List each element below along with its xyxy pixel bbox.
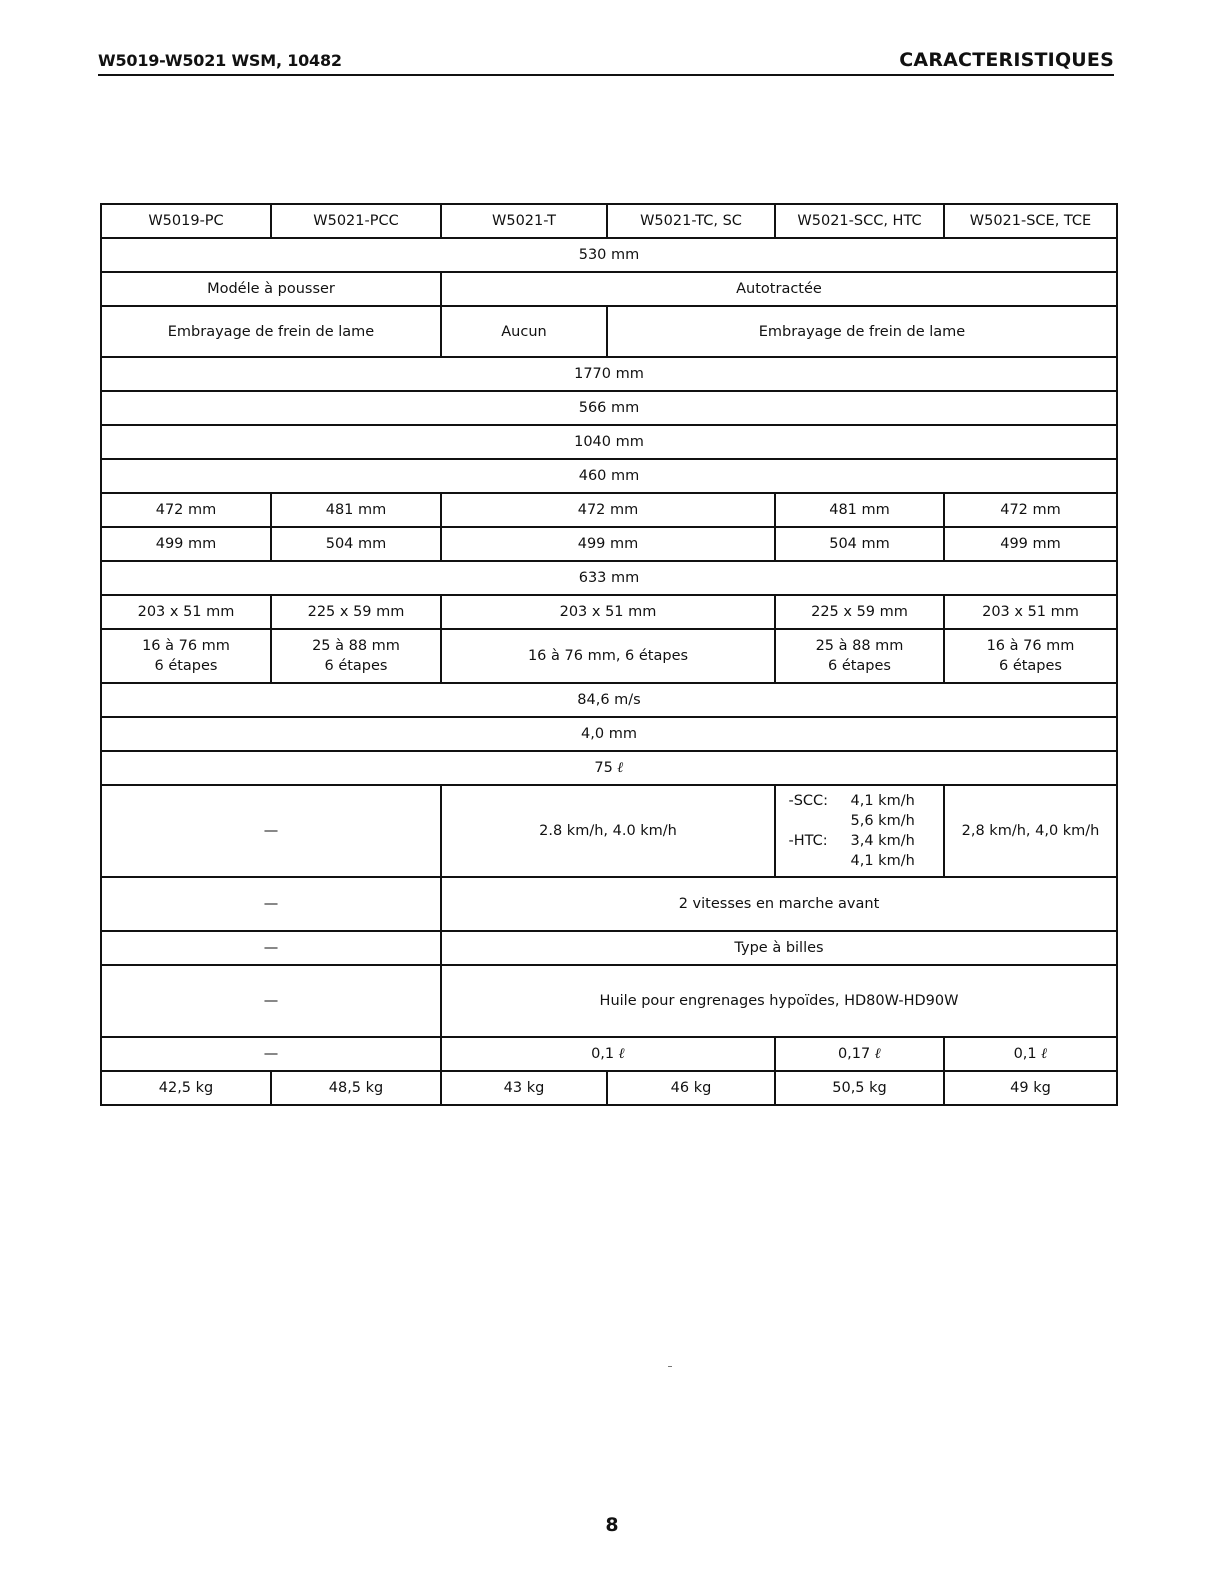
blade-speed-cell: 84,6 m/s: [101, 683, 1117, 717]
width-cell: 566 mm: [101, 391, 1117, 425]
table-row: [101, 357, 1117, 391]
dash-cell: —: [101, 785, 441, 877]
oil-quantity-value: 0,1: [591, 1046, 615, 1062]
liter-symbol: ℓ: [617, 759, 624, 776]
weight-cell: 46 kg: [607, 1071, 775, 1105]
dash-cell: —: [101, 965, 441, 1037]
cut-height-range: 16 à 76 mm: [142, 638, 230, 654]
gears-cell: 2 vitesses en marche avant: [441, 877, 1117, 931]
cut-height-range: 25 à 88 mm: [312, 638, 400, 654]
htc-speed-1: 3,4 km/h: [850, 833, 915, 849]
table-row: [101, 717, 1117, 751]
dimension-cell: 499 mm: [441, 527, 775, 561]
model-header-cell: W5021-PCC: [271, 204, 441, 238]
dimension-cell: 499 mm: [944, 527, 1117, 561]
cut-height-cell: [271, 629, 441, 683]
travel-speed-cell: 2,8 km/h, 4,0 km/h: [944, 785, 1117, 877]
table-row: [101, 595, 1117, 629]
dimension-cell: 472 mm: [101, 493, 271, 527]
table-row: [101, 238, 1117, 272]
table-row: [101, 306, 1117, 357]
table-row: [101, 683, 1117, 717]
height-cell: 1040 mm: [101, 425, 1117, 459]
model-header-cell: W5019-PC: [101, 204, 271, 238]
brake-cell: Aucun: [441, 306, 607, 357]
weight-cell: 49 kg: [944, 1071, 1117, 1105]
table-row: [101, 561, 1117, 595]
cut-height-range: 25 à 88 mm: [815, 638, 904, 654]
liter-symbol: ℓ: [618, 1045, 625, 1062]
dimension-cell: 481 mm: [271, 493, 441, 527]
dimension-cell: 633 mm: [101, 561, 1117, 595]
weight-cell: 48,5 kg: [271, 1071, 441, 1105]
type-self-propelled-cell: Autotractée: [441, 272, 1117, 306]
scan-speck: [668, 1366, 672, 1367]
htc-speed-2: 4,1 km/h: [850, 853, 915, 869]
table-row: [101, 785, 1117, 877]
wheel-size-cell: 225 x 59 mm: [775, 595, 944, 629]
liter-symbol: ℓ: [1041, 1045, 1048, 1062]
cut-height-cell: [944, 629, 1117, 683]
oil-quantity-cell: [441, 1037, 775, 1071]
cut-height-range: 16 à 76 mm: [986, 638, 1075, 654]
bag-capacity-value: 75: [594, 760, 613, 776]
oil-quantity-cell: [775, 1037, 944, 1071]
brake-cell: Embrayage de frein de lame: [607, 306, 1117, 357]
table-row: [101, 629, 1117, 683]
cut-height-steps: 6 étapes: [154, 658, 218, 674]
dimension-cell: 460 mm: [101, 459, 1117, 493]
table-row: [101, 459, 1117, 493]
travel-speed-cell: 2.8 km/h, 4.0 km/h: [441, 785, 775, 877]
wheel-size-cell: 203 x 51 mm: [441, 595, 775, 629]
dimension-cell: 499 mm: [101, 527, 271, 561]
spacer: [789, 811, 851, 831]
dash-cell: —: [101, 931, 441, 965]
weight-cell: 50,5 kg: [775, 1071, 944, 1105]
document-reference: W5019-W5021 WSM, 10482: [98, 51, 342, 70]
oil-quantity-cell: [944, 1037, 1117, 1071]
bearing-cell: Type à billes: [441, 931, 1117, 965]
wheel-size-cell: 203 x 51 mm: [944, 595, 1117, 629]
cut-width-cell: 530 mm: [101, 238, 1117, 272]
table-row: [101, 965, 1117, 1037]
page-header: [98, 44, 1114, 76]
table-row: [101, 751, 1117, 785]
dimension-cell: 504 mm: [775, 527, 944, 561]
table-row: [101, 204, 1117, 238]
scc-label: -SCC:: [788, 793, 829, 809]
liter-symbol: ℓ: [874, 1045, 882, 1062]
brake-cell: Embrayage de frein de lame: [101, 306, 441, 357]
section-title: CARACTERISTIQUES: [899, 49, 1114, 71]
dimension-cell: 472 mm: [441, 493, 775, 527]
oil-quantity-value: 0,17: [837, 1046, 871, 1062]
spacer: [789, 851, 851, 871]
htc-label: -HTC:: [788, 833, 828, 849]
specifications-table: [100, 203, 1118, 1106]
cut-height-cell: 16 à 76 mm, 6 étapes: [441, 629, 775, 683]
cut-height-steps: 6 étapes: [827, 658, 891, 674]
travel-speed-split-cell: [775, 785, 944, 877]
type-push-cell: Modéle à pousser: [101, 272, 441, 306]
dimension-cell: 504 mm: [271, 527, 441, 561]
weight-cell: 43 kg: [441, 1071, 607, 1105]
table-row: [101, 391, 1117, 425]
scc-speed-2: 5,6 km/h: [850, 813, 915, 829]
dimension-cell: 472 mm: [944, 493, 1117, 527]
model-header-cell: W5021-TC, SC: [607, 204, 775, 238]
cut-height-steps: 6 étapes: [998, 658, 1062, 674]
blade-thickness-cell: 4,0 mm: [101, 717, 1117, 751]
cut-height-cell: [775, 629, 944, 683]
dash-cell: —: [101, 1037, 441, 1071]
weight-cell: 42,5 kg: [101, 1071, 271, 1105]
model-header-cell: W5021-T: [441, 204, 607, 238]
wheel-size-cell: 225 x 59 mm: [271, 595, 441, 629]
table-row: [101, 877, 1117, 931]
dash-cell: —: [101, 877, 441, 931]
table-row: [101, 931, 1117, 965]
dimension-cell: 481 mm: [775, 493, 944, 527]
table-row: [101, 1071, 1117, 1105]
wheel-size-cell: 203 x 51 mm: [101, 595, 271, 629]
model-header-cell: W5021-SCE, TCE: [944, 204, 1117, 238]
model-header-cell: W5021-SCC, HTC: [775, 204, 944, 238]
cut-height-cell: [101, 629, 271, 683]
table-row: [101, 527, 1117, 561]
length-cell: 1770 mm: [101, 357, 1117, 391]
page-number: 8: [605, 1514, 619, 1536]
table-row: [101, 425, 1117, 459]
bag-capacity-cell: [101, 751, 1117, 785]
scc-speed-1: 4,1 km/h: [850, 793, 915, 809]
table-row: [101, 272, 1117, 306]
table-row: [101, 493, 1117, 527]
table-row: [101, 1037, 1117, 1071]
oil-quantity-value: 0,1: [1013, 1046, 1037, 1062]
travel-speed-grid: [780, 791, 939, 871]
cut-height-steps: 6 étapes: [324, 658, 388, 674]
oil-type-cell: Huile pour engrenages hypoïdes, HD80W-HD90W: [441, 965, 1117, 1037]
